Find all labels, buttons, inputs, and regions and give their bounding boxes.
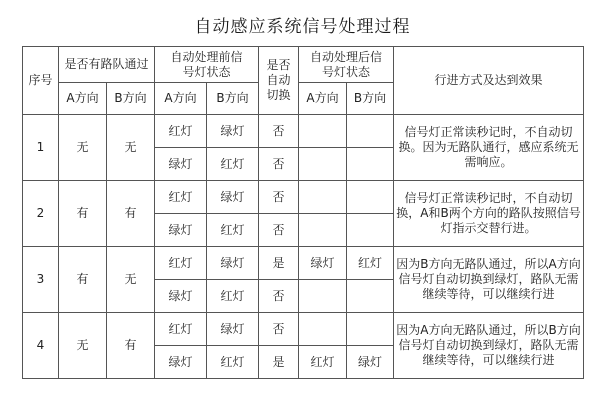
- switch-cell: 是: [259, 247, 299, 280]
- b-queue-cell: 无: [107, 115, 155, 181]
- table-row: [23, 247, 584, 280]
- table-row: [23, 313, 584, 346]
- effect-cell: 信号灯正常读秒记时，不自动切换。因为无路队通行，感应系统无需响应。: [394, 115, 584, 181]
- header-after-a: A方向: [299, 83, 347, 115]
- header-auto-switch: 是否 自动 切换: [259, 47, 299, 115]
- after-b-cell: 红灯: [347, 247, 394, 280]
- header-before-b: B方向: [207, 83, 259, 115]
- switch-cell: 是: [259, 346, 299, 379]
- effect-cell: 信号灯正常读秒记时，不自动切换，A和B两个方向的路队按照信号灯指示交替行进。: [394, 181, 584, 247]
- a-queue-cell: 有: [59, 181, 107, 247]
- table-title: 自动感应系统信号处理过程: [194, 17, 411, 37]
- after-b-cell: [347, 313, 394, 346]
- after-a-cell: [299, 214, 347, 247]
- before-a-cell: 绿灯: [155, 214, 207, 247]
- seq-cell: 3: [23, 247, 59, 313]
- after-a-cell: [299, 148, 347, 181]
- switch-cell: 否: [259, 280, 299, 313]
- before-b-cell: 红灯: [207, 280, 259, 313]
- header-has-queue: 是否有路队通过: [59, 47, 155, 83]
- before-b-cell: 绿灯: [207, 115, 259, 148]
- effect-cell: 因为A方向无路队通过，所以B方向信号灯自动切换到绿灯，路队无需继续等待，可以继续行进: [394, 313, 584, 379]
- header-before-state: 自动处理前信 号灯状态: [155, 47, 259, 83]
- before-b-cell: 绿灯: [207, 247, 259, 280]
- switch-cell: 否: [259, 181, 299, 214]
- before-b-cell: 绿灯: [207, 313, 259, 346]
- before-b-cell: 红灯: [207, 346, 259, 379]
- before-a-cell: 红灯: [155, 247, 207, 280]
- before-b-cell: 绿灯: [207, 181, 259, 214]
- after-a-cell: [299, 115, 347, 148]
- before-a-cell: 红灯: [155, 181, 207, 214]
- after-b-cell: [347, 214, 394, 247]
- after-b-cell: [347, 115, 394, 148]
- seq-cell: 4: [23, 313, 59, 379]
- before-a-cell: 红灯: [155, 115, 207, 148]
- effect-cell: 因为B方向无路队通过，所以A方向信号灯自动切换到绿灯，路队无需继续等待，可以继续行进: [394, 247, 584, 313]
- after-a-cell: [299, 313, 347, 346]
- header-row-1: [23, 47, 584, 83]
- header-after-state: 自动处理后信 号灯状态: [299, 47, 394, 83]
- switch-cell: 否: [259, 115, 299, 148]
- after-a-cell: 绿灯: [299, 247, 347, 280]
- a-queue-cell: 无: [59, 313, 107, 379]
- switch-cell: 否: [259, 313, 299, 346]
- before-b-cell: 红灯: [207, 214, 259, 247]
- before-a-cell: 绿灯: [155, 148, 207, 181]
- after-a-cell: [299, 181, 347, 214]
- after-b-cell: [347, 280, 394, 313]
- after-a-cell: [299, 280, 347, 313]
- header-after-b: B方向: [347, 83, 394, 115]
- after-a-cell: 红灯: [299, 346, 347, 379]
- a-queue-cell: 无: [59, 115, 107, 181]
- before-b-cell: 红灯: [207, 148, 259, 181]
- table-row: [23, 181, 584, 214]
- b-queue-cell: 无: [107, 247, 155, 313]
- header-queue-b: B方向: [107, 83, 155, 115]
- switch-cell: 否: [259, 148, 299, 181]
- seq-cell: 2: [23, 181, 59, 247]
- a-queue-cell: 有: [59, 247, 107, 313]
- before-a-cell: 绿灯: [155, 346, 207, 379]
- signal-process-table: [22, 46, 584, 379]
- after-b-cell: [347, 148, 394, 181]
- header-before-a: A方向: [155, 83, 207, 115]
- header-seq: 序号: [23, 47, 59, 115]
- after-b-cell: 绿灯: [347, 346, 394, 379]
- header-effect: 行进方式及达到效果: [394, 47, 584, 115]
- before-a-cell: 绿灯: [155, 280, 207, 313]
- switch-cell: 否: [259, 214, 299, 247]
- header-queue-a: A方向: [59, 83, 107, 115]
- before-a-cell: 红灯: [155, 313, 207, 346]
- b-queue-cell: 有: [107, 181, 155, 247]
- table-row: [23, 115, 584, 148]
- b-queue-cell: 有: [107, 313, 155, 379]
- after-b-cell: [347, 181, 394, 214]
- seq-cell: 1: [23, 115, 59, 181]
